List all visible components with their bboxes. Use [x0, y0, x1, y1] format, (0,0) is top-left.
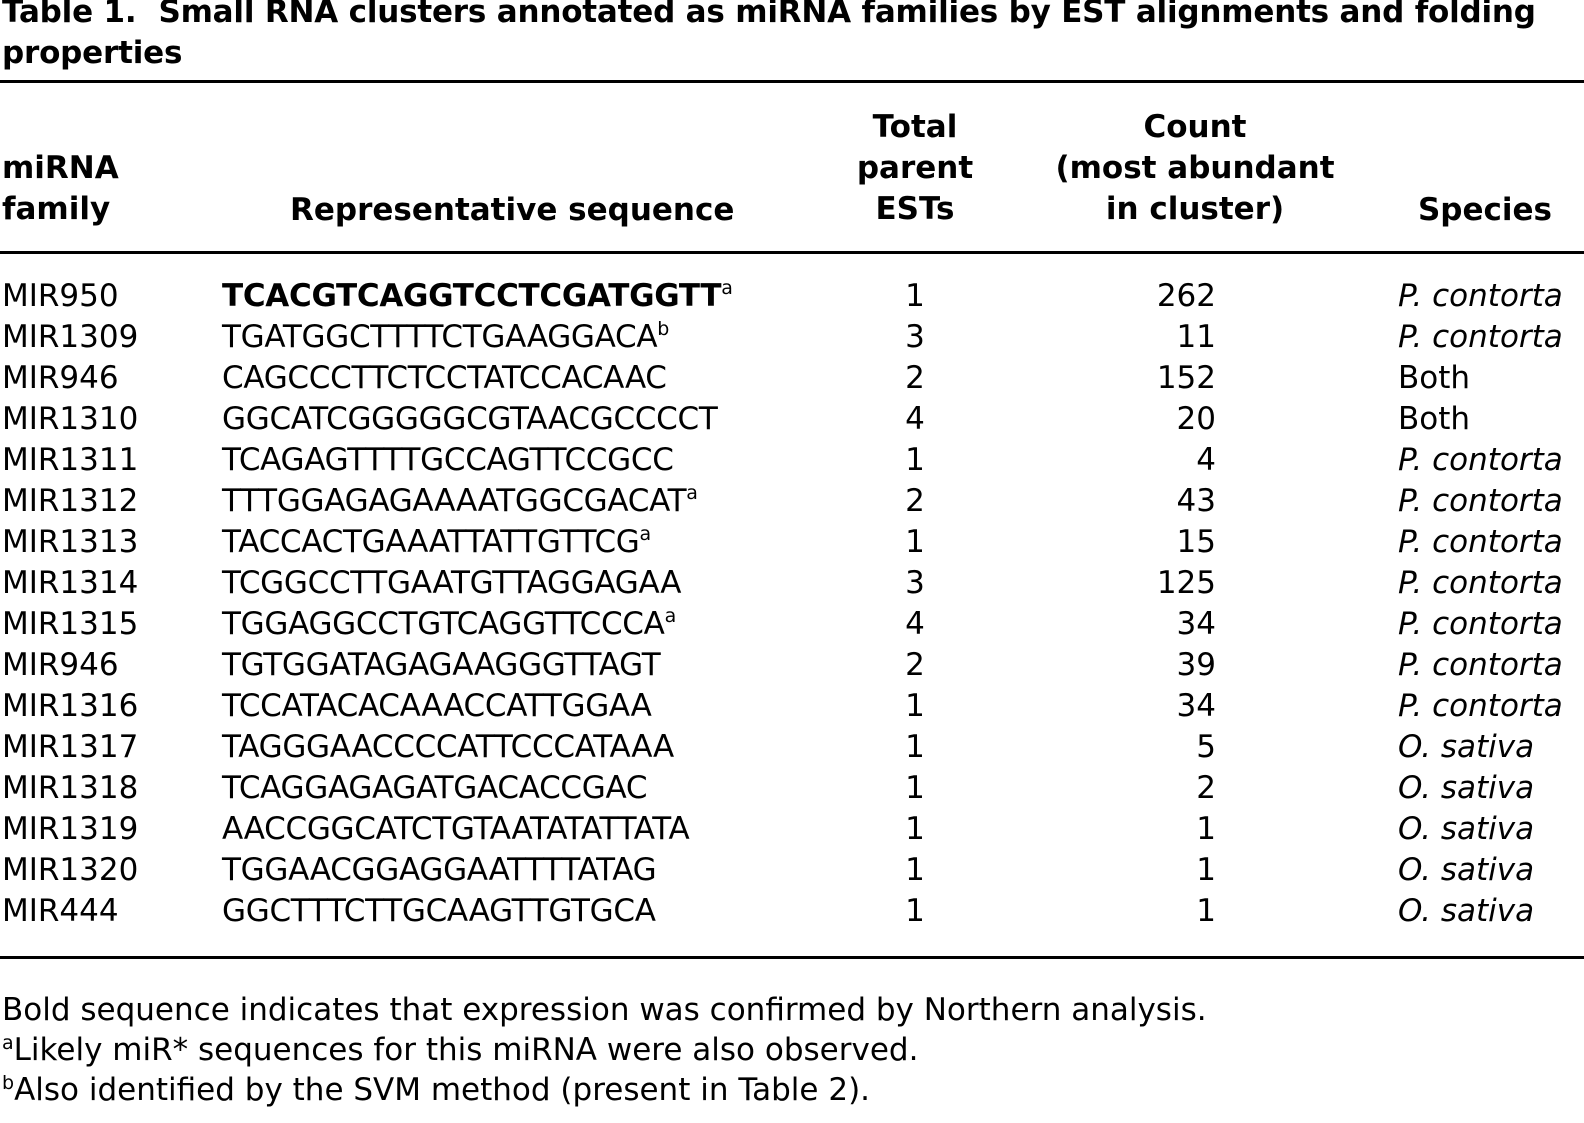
- cell-count: 152: [1156, 360, 1216, 396]
- footnote-b: [2, 1070, 1207, 1110]
- footnote-a: [2, 1030, 1207, 1070]
- cell-sequence: [222, 317, 669, 358]
- cell-count: 1: [1196, 811, 1216, 847]
- cell-count: 11: [1176, 319, 1216, 355]
- cell-sequence: [222, 276, 733, 317]
- header-species-line: Species: [1417, 192, 1553, 228]
- cell-count: 43: [1176, 483, 1216, 519]
- sequence-text: TCACGTCAGGTCCTCGATGGTT: [222, 278, 722, 314]
- cell-count: 1: [1196, 893, 1216, 929]
- header-count-line: (most abundant: [1055, 150, 1335, 186]
- cell-sequence: [222, 563, 681, 604]
- cell-ests: 1: [905, 442, 925, 478]
- cell-species: Both: [1398, 401, 1471, 437]
- table-row: [0, 891, 1584, 932]
- sequence-text: TCAGGAGAGATGACACCGAC: [222, 770, 648, 806]
- header-ests: [830, 107, 1000, 230]
- table-label: Table 1.: [2, 0, 137, 30]
- footnote-mark: a: [664, 605, 676, 627]
- sequence-text: TTTGGAGAGAAAATGGCGACAT: [222, 483, 687, 519]
- cell-species: P. contorta: [1398, 688, 1563, 724]
- cell-sequence: [222, 686, 652, 727]
- cell-species: O. sativa: [1398, 893, 1535, 929]
- sequence-text: GGCTTTCTTGCAAGTTGTGCA: [222, 893, 656, 929]
- header-rule: [0, 251, 1584, 254]
- table-row: [0, 686, 1584, 727]
- table-row: [0, 276, 1584, 317]
- cell-family: MIR1314: [2, 565, 139, 601]
- cell-ests: 4: [905, 606, 925, 642]
- header-family: [2, 148, 119, 230]
- cell-ests: 1: [905, 852, 925, 888]
- header-sequence-line: Representative sequence: [290, 192, 735, 228]
- cell-count: 34: [1176, 606, 1216, 642]
- table-row: [0, 563, 1584, 604]
- table-row: [0, 358, 1584, 399]
- cell-family: MIR1311: [2, 442, 139, 478]
- header-ests-line: ESTs: [875, 191, 955, 227]
- cell-family: MIR1320: [2, 852, 139, 888]
- cell-species: P. contorta: [1398, 442, 1563, 478]
- footnote-mark: b: [657, 318, 670, 340]
- cell-family: MIR1315: [2, 606, 139, 642]
- cell-ests: 1: [905, 688, 925, 724]
- cell-ests: 1: [905, 770, 925, 806]
- cell-species: P. contorta: [1398, 565, 1563, 601]
- cell-species: Both: [1398, 360, 1471, 396]
- footnote-mark: a: [721, 277, 733, 299]
- footnote-text: Bold sequence indicates that expression was confirmed by Northern analysis.: [2, 992, 1207, 1028]
- sequence-text: TAGGGAACCCCATTCCCATAAA: [222, 729, 674, 765]
- sequence-text: AACCGGCATCTGTAATATATTATA: [222, 811, 690, 847]
- cell-ests: 2: [905, 647, 925, 683]
- header-family-line: miRNA: [2, 150, 119, 186]
- header-ests-line: Total: [872, 109, 958, 145]
- bottom-rule: [0, 956, 1584, 959]
- cell-ests: 3: [905, 565, 925, 601]
- header-count: [1040, 107, 1350, 230]
- cell-ests: 3: [905, 319, 925, 355]
- table-caption: [2, 0, 1580, 74]
- cell-ests: 1: [905, 811, 925, 847]
- sequence-text: TGATGGCTTTTCTGAAGGACA: [222, 319, 658, 355]
- cell-sequence: [222, 399, 717, 440]
- cell-sequence: [222, 481, 698, 522]
- cell-family: MIR1313: [2, 524, 139, 560]
- cell-ests: 1: [905, 729, 925, 765]
- table-row: [0, 522, 1584, 563]
- cell-species: P. contorta: [1398, 647, 1563, 683]
- sequence-text: TACCACTGAAATTATTGTTCG: [222, 524, 640, 560]
- cell-count: 4: [1196, 442, 1216, 478]
- cell-sequence: [222, 727, 674, 768]
- table-footnotes: [2, 990, 1207, 1110]
- cell-species: O. sativa: [1398, 770, 1535, 806]
- cell-family: MIR946: [2, 647, 119, 683]
- table-row: [0, 440, 1584, 481]
- cell-count: 15: [1176, 524, 1216, 560]
- cell-count: 39: [1176, 647, 1216, 683]
- header-ests-line: parent: [856, 150, 974, 186]
- footnote-text: Likely miR* sequences for this miRNA were also observed.: [13, 1032, 919, 1068]
- cell-count: 262: [1156, 278, 1216, 314]
- cell-species: P. contorta: [1398, 524, 1563, 560]
- table-row: [0, 645, 1584, 686]
- header-count-line: Count: [1143, 109, 1247, 145]
- cell-sequence: [222, 358, 667, 399]
- sequence-text: TGGAGGCCTGTCAGGTTCCCA: [222, 606, 665, 642]
- sequence-text: TGGAACGGAGGAATTTTATAG: [222, 852, 657, 888]
- cell-ests: 2: [905, 360, 925, 396]
- header-family-line: family: [2, 191, 111, 227]
- footnote-text: Also identified by the SVM method (present in Table 2).: [14, 1072, 871, 1108]
- sequence-text: TCCATACACAAACCATTGGAA: [222, 688, 652, 724]
- cell-ests: 1: [905, 278, 925, 314]
- cell-family: MIR1316: [2, 688, 139, 724]
- header-sequence: [290, 190, 735, 231]
- sequence-text: TCAGAGTTTTGCCAGTTCCGCC: [222, 442, 674, 478]
- cell-count: 2: [1196, 770, 1216, 806]
- cell-family: MIR1318: [2, 770, 139, 806]
- cell-sequence: [222, 522, 651, 563]
- header-count-line: in cluster): [1105, 191, 1285, 227]
- table-row: [0, 604, 1584, 645]
- cell-sequence: [222, 768, 647, 809]
- table-row: [0, 481, 1584, 522]
- table-row: [0, 317, 1584, 358]
- cell-family: MIR1312: [2, 483, 139, 519]
- cell-family: MIR1317: [2, 729, 139, 765]
- top-rule: [0, 80, 1584, 83]
- cell-species: O. sativa: [1398, 729, 1535, 765]
- sequence-text: TCGGCCTTGAATGTTAGGAGAA: [222, 565, 682, 601]
- table-title: Small RNA clusters annotated as miRNA families by EST alignments and folding properties: [2, 0, 1536, 71]
- footnote-mark: b: [2, 1072, 15, 1094]
- table-row: [0, 809, 1584, 850]
- footnote-mark: a: [686, 482, 698, 504]
- footnote-mark: a: [639, 523, 651, 545]
- cell-ests: 1: [905, 893, 925, 929]
- cell-species: P. contorta: [1398, 606, 1563, 642]
- cell-family: MIR1310: [2, 401, 139, 437]
- cell-family: MIR946: [2, 360, 119, 396]
- footnote-mark: a: [2, 1032, 14, 1054]
- cell-ests: 1: [905, 524, 925, 560]
- cell-ests: 2: [905, 483, 925, 519]
- cell-species: O. sativa: [1398, 811, 1535, 847]
- table-row: [0, 850, 1584, 891]
- cell-count: 34: [1176, 688, 1216, 724]
- cell-count: 20: [1176, 401, 1216, 437]
- table-row: [0, 727, 1584, 768]
- sequence-text: CAGCCCTTCTCCTATCCACAAC: [222, 360, 667, 396]
- header-species: [1410, 190, 1560, 231]
- footnote-bold: [2, 990, 1207, 1030]
- cell-family: MIR1319: [2, 811, 139, 847]
- cell-species: O. sativa: [1398, 852, 1535, 888]
- cell-count: 5: [1196, 729, 1216, 765]
- cell-species: P. contorta: [1398, 278, 1563, 314]
- cell-sequence: [222, 891, 656, 932]
- cell-sequence: [222, 604, 676, 645]
- cell-family: MIR444: [2, 893, 119, 929]
- cell-sequence: [222, 809, 689, 850]
- cell-sequence: [222, 850, 656, 891]
- cell-sequence: [222, 645, 660, 686]
- cell-ests: 4: [905, 401, 925, 437]
- cell-species: P. contorta: [1398, 319, 1563, 355]
- table-body: [0, 276, 1584, 932]
- cell-count: 125: [1156, 565, 1216, 601]
- sequence-text: TGTGGATAGAGAAGGGTTAGT: [222, 647, 661, 683]
- cell-count: 1: [1196, 852, 1216, 888]
- table-row: [0, 399, 1584, 440]
- cell-sequence: [222, 440, 674, 481]
- cell-family: MIR1309: [2, 319, 139, 355]
- cell-species: P. contorta: [1398, 483, 1563, 519]
- cell-family: MIR950: [2, 278, 119, 314]
- sequence-text: GGCATCGGGGGCGTAACGCCCCT: [222, 401, 718, 437]
- table-row: [0, 768, 1584, 809]
